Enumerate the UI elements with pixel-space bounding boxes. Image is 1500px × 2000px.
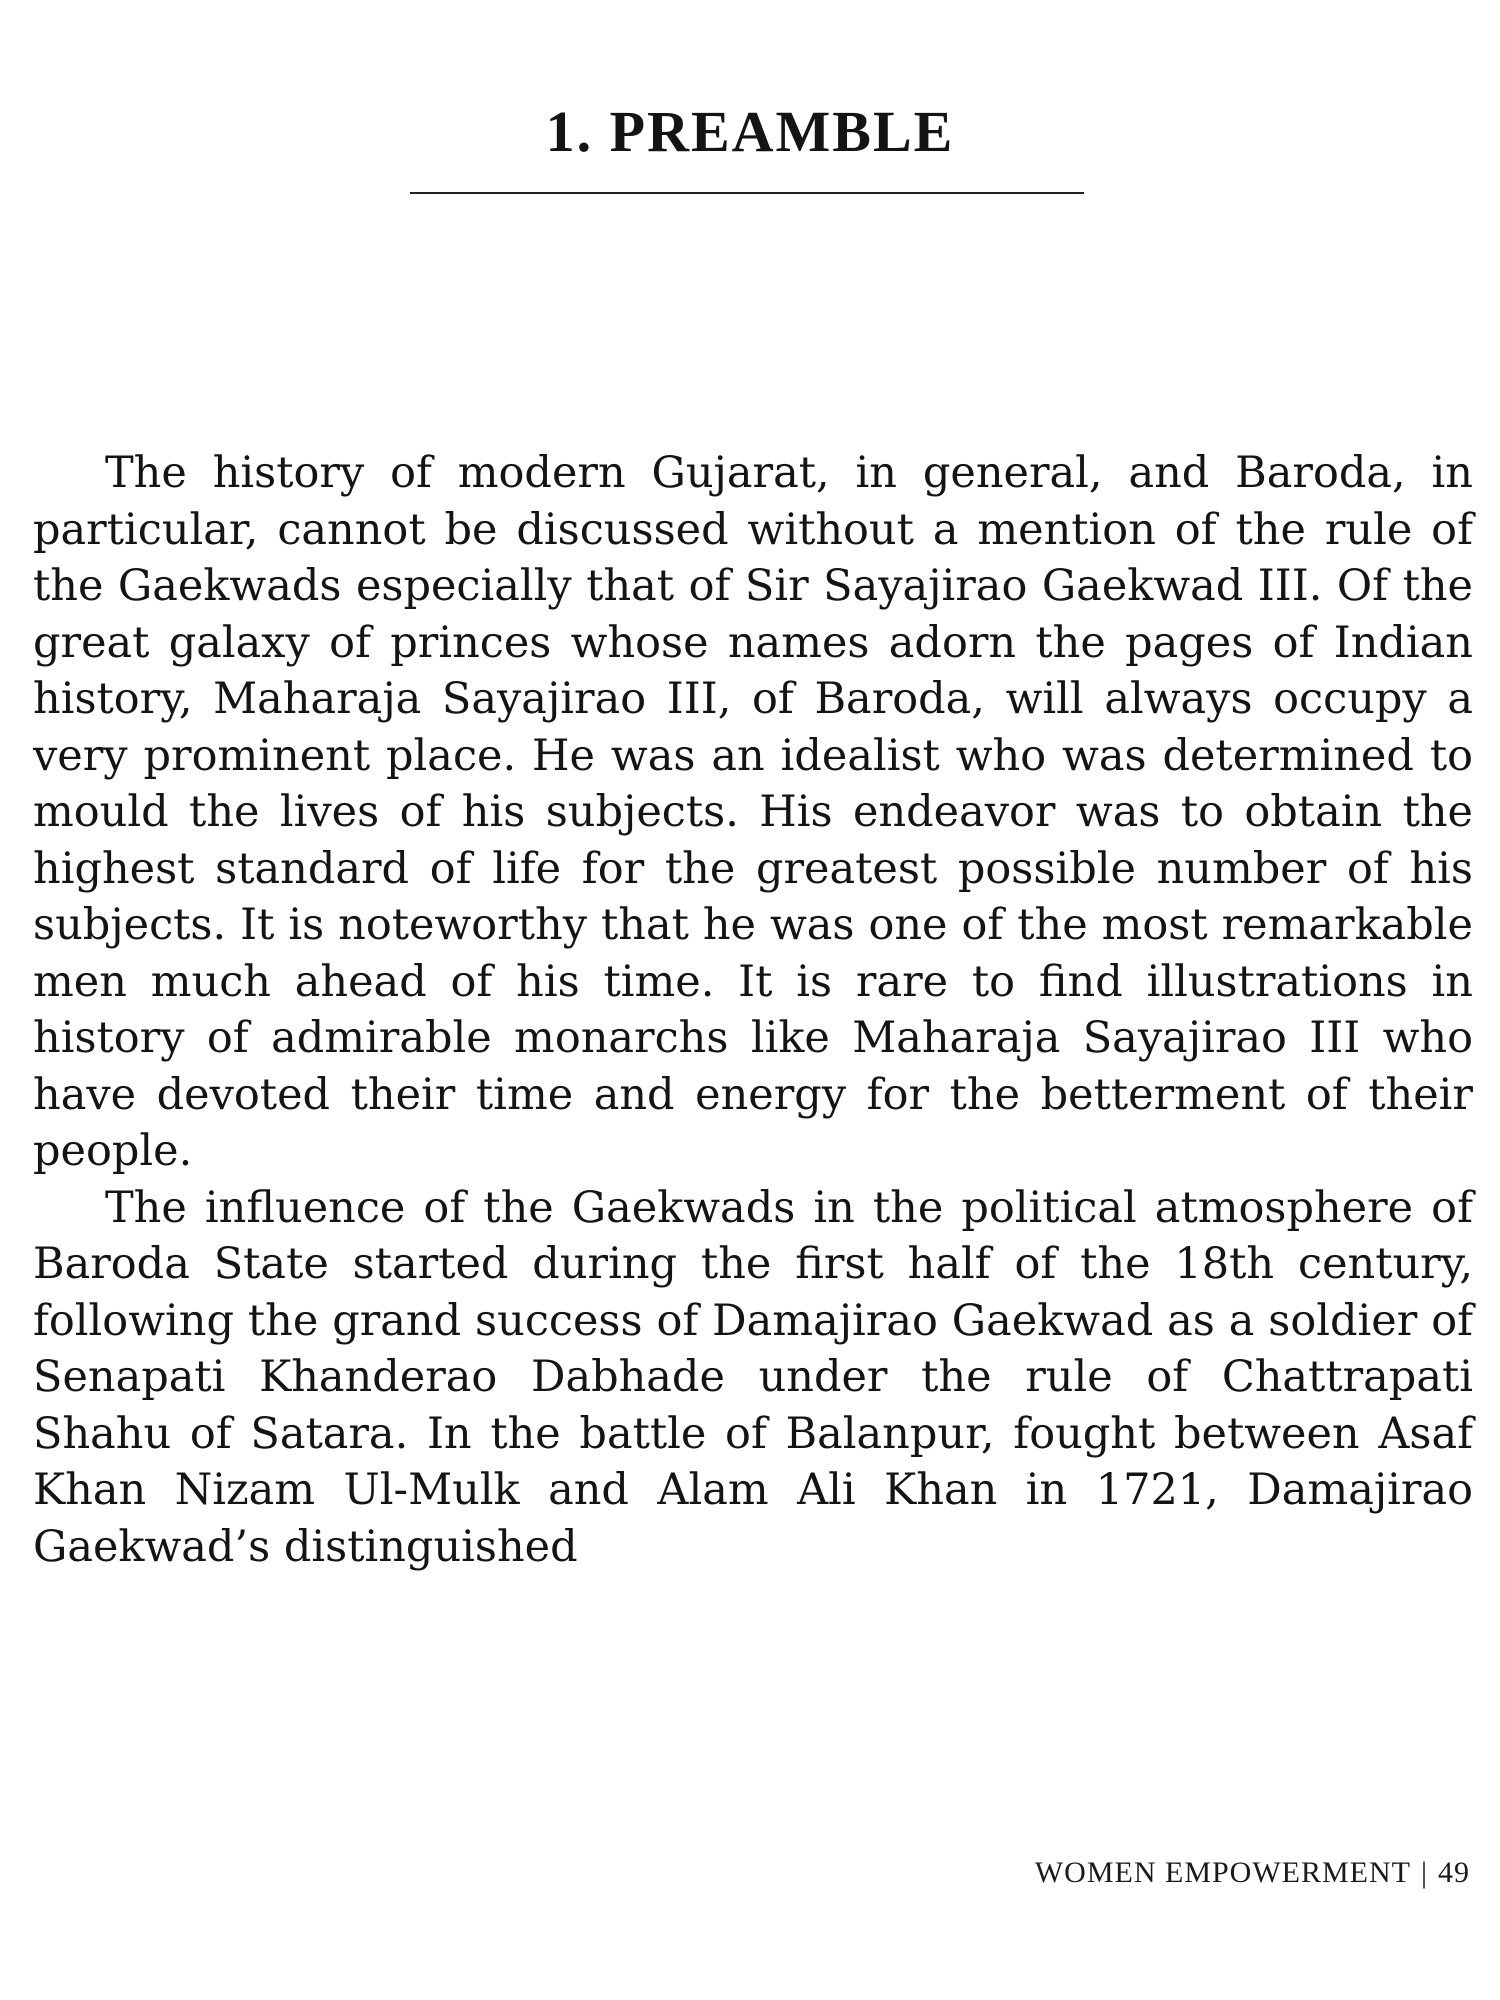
paragraph-1: The history of modern Gujarat, in general, and Baroda, in particular, cannot be discussed without a mention of the rule of the Gaekwads especially that of Sir Sayajirao Gaekwad III. Of the great galaxy of princes whose names adorn the pages of Indian history, Maharaja Sayajirao III, of Baroda, will always occupy a very prominent place. He was an idealist who was determined to mould the lives of his subjects. His endeavor was to obtain the highest standard of life for the greatest possible number of his subjects. It is noteworthy that he was one of the most remarkable men much ahead of his time. It is rare to find illustrations in history of admirable monarchs like Maharaja Sayajirao III who have devoted their time and energy for the betterment of their people.: [33, 448, 1473, 1176]
running-footer: [1035, 1856, 1470, 1890]
page-number: 49: [1438, 1856, 1470, 1889]
paragraph-2: The influence of the Gaekwads in the political atmosphere of Baroda State started during the first half of the 18th century, following the grand success of Damajirao Gaekwad as a soldier of Senapati Khanderao Dabhade under the rule of Chattrapati Shahu of Satara. In the battle of Balanpur, fought between Asaf Khan Nizam Ul-Mulk and Alam Ali Khan in 1721, Damajirao Gaekwad’s distinguished: [33, 1182, 1473, 1572]
footer-book-title: WOMEN EMPOWERMENT: [1034, 1856, 1411, 1889]
body-text: [33, 445, 1473, 1575]
footer-separator: |: [1420, 1856, 1428, 1889]
title-underline: [410, 192, 1084, 194]
chapter-title: 1. PREAMBLE: [545, 99, 955, 164]
